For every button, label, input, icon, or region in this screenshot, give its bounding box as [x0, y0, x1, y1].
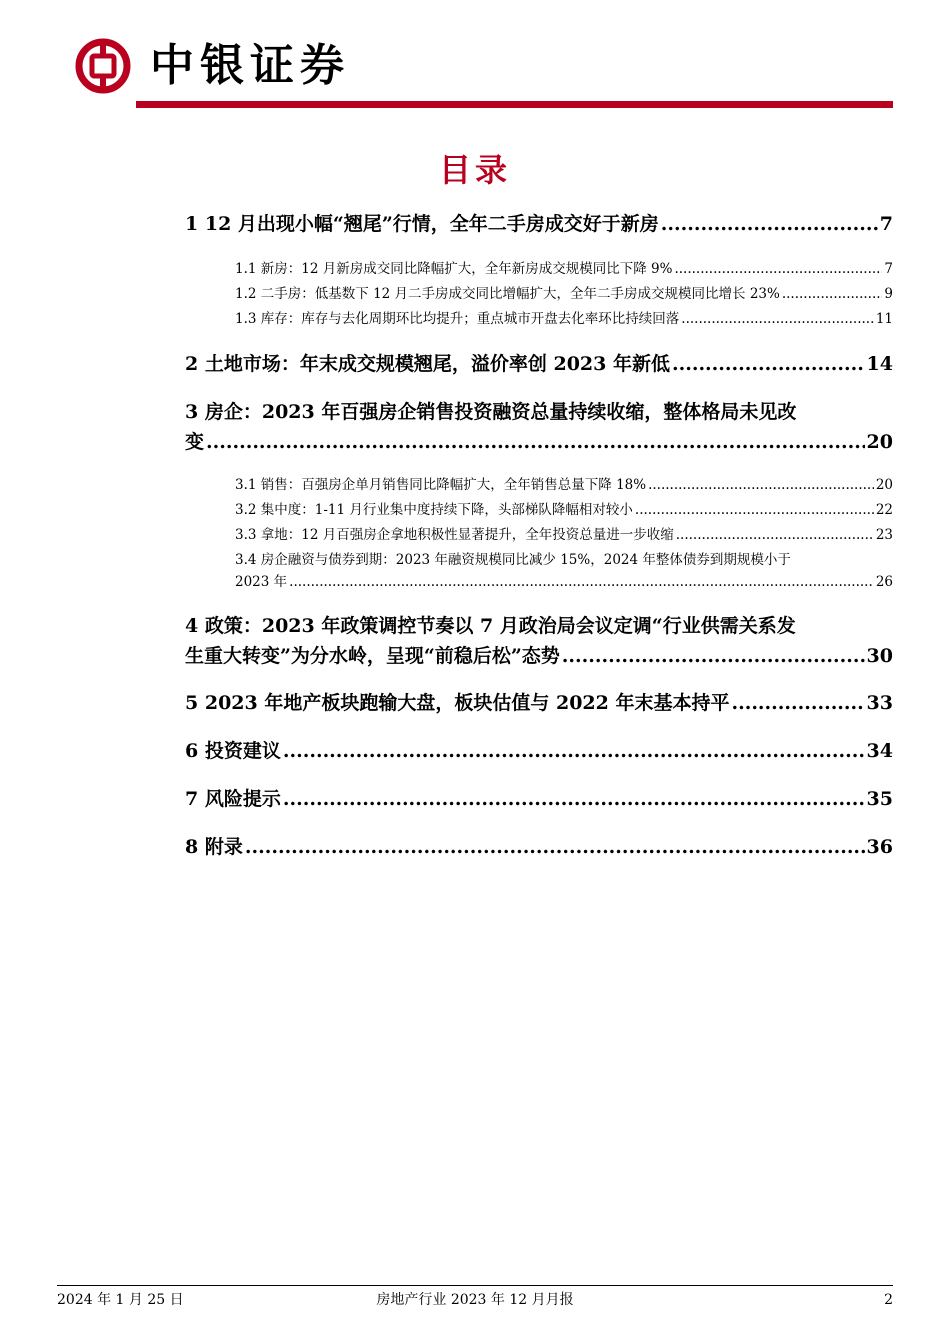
bank-of-china-logo-icon: [75, 38, 131, 94]
header-red-rule: [136, 101, 893, 108]
toc-entry-8[interactable]: 8 附录 ..... 36: [185, 832, 893, 862]
toc-entry-3-4[interactable]: 3.4 房企融资与债券到期：2023 年融资规模同比减少 15%，2024 年整体债券到期规模小于 2023 年 ..... 26: [235, 549, 893, 593]
toc-entry-3-1[interactable]: 3.1 销售：百强房企单月销售同比降幅扩大，全年销售总量下降 18% ..... 20: [235, 474, 893, 496]
footer-report-title: 房地产行业 2023 年 12 月月报: [376, 1292, 574, 1308]
brand-name: 中银证券: [150, 40, 350, 91]
footer-date: 2024 年 1 月 25 日: [57, 1292, 184, 1308]
toc-entry-5[interactable]: 5 2023 年地产板块跑输大盘，板块估值与 2022 年末基本持平 ..... 33: [185, 688, 893, 718]
toc-entry-1-1[interactable]: 1.1 新房：12 月新房成交同比降幅扩大，全年新房成交规模同比下降 9% ..... 7: [235, 258, 893, 280]
toc-entry-1-2[interactable]: 1.2 二手房：低基数下 12 月二手房成交同比增幅扩大，全年二手房成交规模同比增长 23% ..... 9: [235, 283, 893, 305]
page-header: [0, 0, 950, 112]
footer-rule: [57, 1285, 893, 1286]
toc-entry-3-3[interactable]: 3.3 拿地：12 月百强房企拿地积极性显著提升，全年投资总量进一步收缩 ..... 23: [235, 524, 893, 546]
page-title: 目录: [438, 151, 511, 189]
toc-entry-4[interactable]: 4 政策：2023 年政策调控节奏以 7 月政治局会议定调“行业供需关系发 生重大转变”为分水岭，呈现“前稳后松”态势 ..... 30: [185, 611, 893, 671]
toc-entry-1[interactable]: 1 12 月出现小幅“翘尾”行情，全年二手房成交好于新房 ..... 7: [185, 209, 893, 239]
toc-entry-3[interactable]: 3 房企：2023 年百强房企销售投资融资总量持续收缩，整体格局未见改 变 ..... 20: [185, 397, 893, 457]
toc-entry-3-2[interactable]: 3.2 集中度：1-11 月行业集中度持续下降，头部梯队降幅相对较小 ..... 22: [235, 499, 893, 521]
toc-entry-2[interactable]: 2 土地市场：年末成交规模翘尾，溢价率创 2023 年新低 ..... 14: [185, 349, 893, 379]
footer-page-number: 2: [884, 1292, 893, 1308]
toc-entry-1-3[interactable]: 1.3 库存：库存与去化周期环比均提升；重点城市开盘去化率环比持续回落 ..... 11: [235, 308, 893, 330]
toc-entry-7[interactable]: 7 风险提示 ..... 35: [185, 784, 893, 814]
toc-entry-6[interactable]: 6 投资建议 ..... 34: [185, 736, 893, 766]
